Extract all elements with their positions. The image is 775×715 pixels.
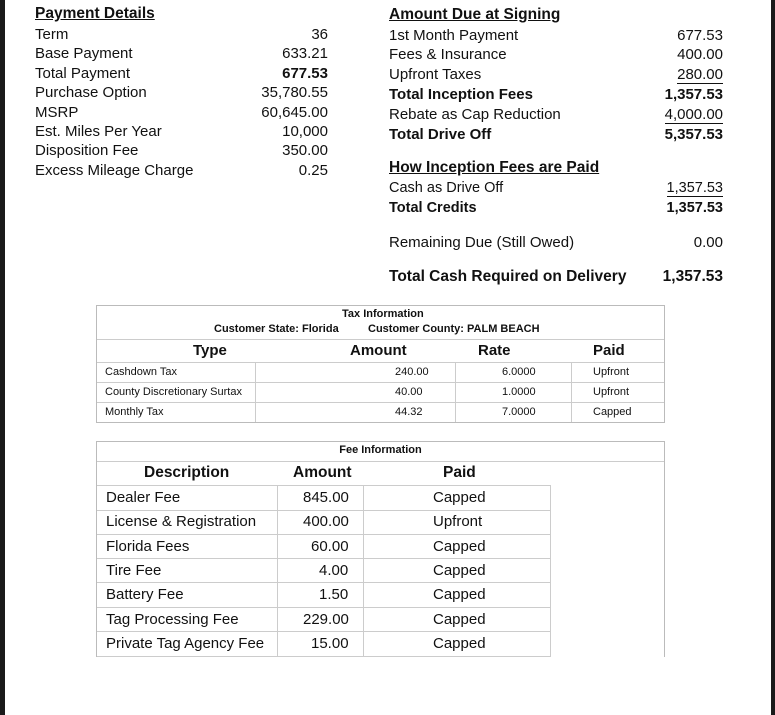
payment-row-label: Base Payment (35, 45, 133, 63)
amount-due-value: 280.00 (677, 66, 723, 83)
payment-row (35, 104, 328, 123)
fee-header-amount: Amount (293, 464, 352, 481)
tax-amount-cell: 40.00 (395, 386, 423, 398)
payment-row-value: 60,645.00 (261, 103, 328, 121)
payment-row-label: Total Payment (35, 64, 131, 82)
fee-amount-cell: 15.00 (311, 635, 349, 652)
fee-paid-cell: Capped (433, 489, 486, 506)
fee-amount-cell: 229.00 (303, 611, 349, 628)
fee-paid-cell: Capped (433, 635, 486, 652)
divider (97, 656, 550, 657)
customer-state (214, 323, 339, 335)
table-row (97, 608, 664, 632)
amount-due-value: 677.53 (677, 27, 723, 44)
amount-due-value: 400.00 (677, 46, 723, 63)
amount-due-row (389, 46, 723, 66)
amount-due-row (389, 66, 723, 86)
total-credits-label: Total Credits (389, 200, 477, 216)
fee-description-cell: Florida Fees (106, 538, 190, 555)
amount-due-value: 4,000.00 (664, 106, 723, 123)
fee-amount-cell: 400.00 (303, 513, 349, 530)
amount-due-value: 1,357.53 (664, 86, 723, 103)
payment-row-value: 677.53 (282, 64, 328, 82)
tax-amount-cell: 44.32 (395, 406, 423, 418)
payment-row (35, 84, 328, 103)
payment-row (35, 142, 328, 161)
payment-row-label: Est. Miles Per Year (35, 123, 162, 140)
tax-paid-cell: Upfront (593, 386, 630, 398)
inception-fees-title: How Inception Fees are Paid (389, 159, 600, 176)
customer-county-value: PALM BEACH (467, 323, 540, 335)
table-row (97, 632, 664, 656)
cash-drive-off-value: 1,357.53 (666, 180, 723, 196)
amount-due-label: Total Inception Fees (389, 86, 533, 103)
fee-paid-cell: Capped (433, 586, 486, 603)
divider (97, 339, 664, 340)
payment-row (35, 45, 328, 64)
amount-due-title: Amount Due at Signing (389, 6, 561, 23)
payment-details-title: Payment Details (35, 5, 155, 22)
payment-row-value: 36 (311, 26, 328, 43)
fee-description-cell: Dealer Fee (106, 489, 181, 506)
customer-county (368, 323, 540, 335)
fee-description-cell: License & Registration (106, 513, 257, 530)
fee-description-cell: Tag Processing Fee (106, 611, 239, 628)
total-cash-label: Total Cash Required on Delivery (389, 268, 627, 285)
customer-state-label: Customer State: (214, 323, 299, 335)
table-row (97, 403, 664, 423)
fee-description-cell: Private Tag Agency Fee (106, 635, 265, 652)
amount-due-row (389, 126, 723, 146)
tax-header-paid: Paid (593, 342, 625, 359)
payment-row (35, 65, 328, 84)
payment-row-value: 35,780.55 (261, 84, 328, 102)
fee-paid-cell: Capped (433, 611, 486, 628)
customer-county-label: Customer County: (368, 323, 464, 335)
payment-row-label: Disposition Fee (35, 142, 139, 160)
payment-row-value: 10,000 (282, 123, 328, 140)
fee-paid-cell: Capped (433, 562, 486, 579)
tax-type-cell: County Discretionary Surtax (105, 386, 242, 398)
amount-due-row (389, 86, 723, 106)
tax-paid-cell: Upfront (593, 366, 630, 378)
payment-row-value: 0.25 (298, 161, 328, 179)
fee-description-cell: Tire Fee (106, 562, 162, 579)
amount-due-label: Total Drive Off (389, 126, 492, 143)
payment-row-value: 350.00 (282, 142, 328, 160)
fee-amount-cell: 4.00 (319, 562, 349, 579)
tax-header-type: Type (193, 342, 227, 359)
amount-due-label: 1st Month Payment (389, 27, 519, 44)
tax-information-table (96, 305, 665, 423)
remaining-due-label: Remaining Due (Still Owed) (389, 234, 575, 251)
amount-due-row (389, 106, 723, 126)
scan-edge-right (771, 0, 775, 715)
fee-information-title: Fee Information (339, 444, 422, 456)
payment-row (35, 26, 328, 45)
tax-header-amount: Amount (350, 342, 407, 359)
payment-row-label: Purchase Option (35, 84, 147, 102)
table-row (97, 383, 664, 403)
fee-paid-cell: Upfront (433, 513, 483, 530)
amount-due-label: Upfront Taxes (389, 66, 482, 83)
payment-row-label: Term (35, 26, 69, 43)
payment-row-label: MSRP (35, 103, 79, 121)
table-row (97, 535, 664, 559)
scan-edge-left (0, 0, 5, 715)
fee-amount-cell: 1.50 (319, 586, 349, 603)
fee-information-table (96, 441, 665, 657)
fee-amount-cell: 845.00 (303, 489, 349, 506)
tax-rate-cell: 6.0000 (502, 366, 536, 378)
fee-paid-cell: Capped (433, 538, 486, 555)
payment-row-value: 633.21 (282, 45, 328, 63)
total-cash-value: 1,357.53 (662, 268, 723, 285)
table-row (97, 510, 664, 534)
table-row (97, 363, 664, 383)
table-row (97, 583, 664, 607)
amount-due-value: 5,357.53 (664, 126, 723, 143)
tax-rate-cell: 7.0000 (502, 406, 536, 418)
payment-row (35, 162, 328, 181)
amount-due-label: Rebate as Cap Reduction (389, 106, 561, 123)
cash-drive-off-label: Cash as Drive Off (389, 180, 504, 196)
table-row (97, 486, 664, 510)
tax-information-title: Tax Information (342, 308, 424, 320)
payment-row (35, 123, 328, 142)
tax-amount-cell: 240.00 (395, 366, 429, 378)
customer-state-value: Florida (302, 323, 339, 335)
remaining-due-value: 0.00 (693, 234, 723, 251)
tax-paid-cell: Capped (593, 406, 632, 418)
fee-description-cell: Battery Fee (106, 586, 184, 603)
payment-row-label: Excess Mileage Charge (35, 161, 194, 179)
tax-type-cell: Monthly Tax (105, 406, 164, 418)
fee-header-description: Description (144, 464, 230, 481)
table-row (97, 559, 664, 583)
total-credits-value: 1,357.53 (666, 200, 723, 216)
fee-header-paid: Paid (443, 464, 476, 481)
amount-due-row (389, 27, 723, 47)
amount-due-label: Fees & Insurance (389, 46, 507, 63)
tax-type-cell: Cashdown Tax (105, 366, 177, 378)
fee-amount-cell: 60.00 (311, 538, 349, 555)
tax-header-rate: Rate (478, 342, 511, 359)
tax-rate-cell: 1.0000 (502, 386, 536, 398)
divider (97, 461, 664, 462)
